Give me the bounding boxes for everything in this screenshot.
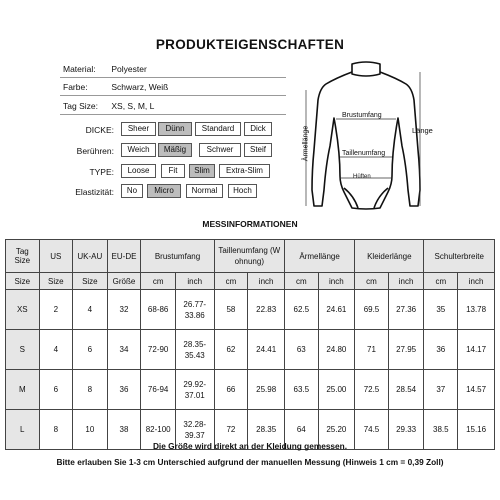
header-tag-size: Tag Size: [6, 240, 40, 273]
subheader-cell: inch: [175, 273, 214, 290]
beruehren-option-maessig: Mäßig: [158, 143, 192, 157]
table-cell: 58: [214, 290, 248, 330]
table-cell: 24.80: [318, 330, 355, 370]
hueften-label: Hüften: [353, 174, 371, 180]
farbe-value: Schwarz, Weiß: [111, 82, 169, 92]
table-cell: 64: [285, 410, 319, 450]
table-cell: 27.95: [388, 330, 424, 370]
subheader-cell: cm: [285, 273, 319, 290]
table-cell: 4: [73, 290, 108, 330]
table-cell: 74.5: [355, 410, 389, 450]
note-line-1: Die Größe wird direkt an der Kleidung gemessen.: [152, 441, 348, 451]
header-schulterbreite: Schulterbreite: [424, 240, 495, 273]
table-cell: 62: [214, 330, 248, 370]
table-cell: 27.36: [388, 290, 424, 330]
elastizitaet-label: Elastizität:: [75, 187, 114, 197]
subheader-cell: Größe: [107, 273, 141, 290]
subheader-cell: cm: [355, 273, 389, 290]
table-cell: 10: [73, 410, 108, 450]
header-eu-de: EU-DE: [107, 240, 141, 273]
table-cell: 36: [107, 370, 141, 410]
table-cell: 76-94: [141, 370, 176, 410]
table-cell: 14.57: [458, 370, 495, 410]
laenge-label: Länge: [412, 126, 433, 135]
subheader-cell: cm: [141, 273, 176, 290]
table-cell: 63.5: [285, 370, 319, 410]
dicke-option-duenn: Dünn: [158, 122, 192, 136]
table-cell: 29.33: [388, 410, 424, 450]
header-kleiderlaenge: Kleiderlänge: [355, 240, 424, 273]
dicke-option-standard: Standard: [195, 122, 241, 136]
table-cell: 35: [424, 290, 458, 330]
table-cell: 6: [39, 370, 73, 410]
dicke-label: DICKE:: [85, 125, 114, 135]
table-cell: 22.83: [248, 290, 285, 330]
table-cell: M: [6, 370, 40, 410]
table-cell: 8: [39, 410, 73, 450]
table-cell: 14.17: [458, 330, 495, 370]
beruehren-option-weich: Weich: [121, 143, 156, 157]
table-cell: 66: [214, 370, 248, 410]
size-value: XS, S, M, L: [111, 101, 155, 111]
taille-label: Taillenumfang: [342, 150, 386, 157]
type-option-slim: Slim: [189, 164, 215, 178]
material-row: [63, 64, 147, 74]
table-cell: XS: [6, 290, 40, 330]
elastizitaet-option-no: No: [121, 184, 143, 198]
subheader-cell: Size: [39, 273, 73, 290]
table-cell: 8: [73, 370, 108, 410]
table-cell: 28.54: [388, 370, 424, 410]
table-cell: 62.5: [285, 290, 319, 330]
table-row-s: [6, 330, 495, 370]
table-cell: 71: [355, 330, 389, 370]
table-cell: 32: [107, 290, 141, 330]
table-cell: 63: [285, 330, 319, 370]
type-option-loose: Loose: [121, 164, 156, 178]
table-cell: 28.35-35.43: [175, 330, 214, 370]
elastizitaet-option-hoch: Hoch: [228, 184, 257, 198]
table-cell: 36: [424, 330, 458, 370]
type-label: TYPE:: [89, 167, 114, 177]
aermel-label: Ärmellänge: [302, 125, 310, 162]
type-option-extra-slim: Extra-Slim: [219, 164, 270, 178]
table-cell: 6: [73, 330, 108, 370]
table-cell: 25.00: [318, 370, 355, 410]
table-cell: 38.5: [424, 410, 458, 450]
table-cell: 4: [39, 330, 73, 370]
brust-label: Brustumfang: [342, 112, 382, 119]
table-cell: 29.92-37.01: [175, 370, 214, 410]
subheader-cell: inch: [318, 273, 355, 290]
subheader-cell: cm: [214, 273, 248, 290]
subheader-cell: cm: [424, 273, 458, 290]
material-value: Polyester: [111, 64, 147, 74]
subheader-cell: Size: [6, 273, 40, 290]
type-option-fit: Fit: [161, 164, 185, 178]
size-label: Tag Size:: [63, 101, 98, 111]
table-cell: 26.77-33.86: [175, 290, 214, 330]
header-us: US: [39, 240, 73, 273]
table-cell: 24.41: [248, 330, 285, 370]
material-label: Material:: [63, 64, 96, 74]
subheader-cell: inch: [248, 273, 285, 290]
measurement-title: MESSINFORMATIONEN: [202, 219, 298, 229]
table-cell: 69.5: [355, 290, 389, 330]
divider: [60, 95, 286, 96]
table-cell: L: [6, 410, 40, 450]
beruehren-label: Berühren:: [76, 146, 114, 156]
subheader-cell: inch: [388, 273, 424, 290]
table-cell: 25.20: [318, 410, 355, 450]
table-cell: 82-100: [141, 410, 176, 450]
subheader-cell: inch: [458, 273, 495, 290]
table-cell: 34: [107, 330, 141, 370]
dicke-option-sheer: Sheer: [121, 122, 156, 136]
header-aermellaenge: Ärmellänge: [285, 240, 355, 273]
table-row-xs: [6, 290, 495, 330]
table-cell: 13.78: [458, 290, 495, 330]
size-table: [5, 239, 495, 450]
table-cell: 68-86: [141, 290, 176, 330]
table-cell: 37: [424, 370, 458, 410]
table-cell: 24.61: [318, 290, 355, 330]
beruehren-option-steif: Steif: [244, 143, 272, 157]
bodysuit-illustration: [296, 60, 436, 220]
header-brustumfang: Brustumfang: [141, 240, 214, 273]
page-title: PRODUKTEIGENSCHAFTEN: [155, 37, 345, 52]
header-row: [6, 240, 495, 273]
garment-figure: [296, 60, 436, 220]
table-cell: S: [6, 330, 40, 370]
note-line-2: Bitte erlauben Sie 1-3 cm Unterschied aufgrund der manuellen Messung (Hinweis 1 cm = 0,39 Zoll): [56, 457, 444, 467]
table-cell: 28.35: [248, 410, 285, 450]
table-cell: 72-90: [141, 330, 176, 370]
farbe-label: Farbe:: [63, 82, 88, 92]
table-cell: 2: [39, 290, 73, 330]
beruehren-option-schwer: Schwer: [199, 143, 241, 157]
dicke-option-dick: Dick: [244, 122, 272, 136]
table-cell: 72.5: [355, 370, 389, 410]
farbe-row: [63, 82, 168, 92]
header-uk-au: UK-AU: [73, 240, 108, 273]
table-cell: 32.28-39.37: [175, 410, 214, 450]
size-row: [63, 101, 154, 111]
table-cell: 25.98: [248, 370, 285, 410]
table-cell: 72: [214, 410, 248, 450]
divider: [60, 77, 286, 78]
elastizitaet-option-micro: Micro: [147, 184, 181, 198]
table-cell: 38: [107, 410, 141, 450]
divider: [60, 114, 286, 115]
table-cell: 15.16: [458, 410, 495, 450]
elastizitaet-option-normal: Normal: [186, 184, 223, 198]
subheader-row: [6, 273, 495, 290]
subheader-cell: Size: [73, 273, 108, 290]
table-row-m: [6, 370, 495, 410]
header-taillenumfang: Taillenumfang (W ohnung): [214, 240, 284, 273]
